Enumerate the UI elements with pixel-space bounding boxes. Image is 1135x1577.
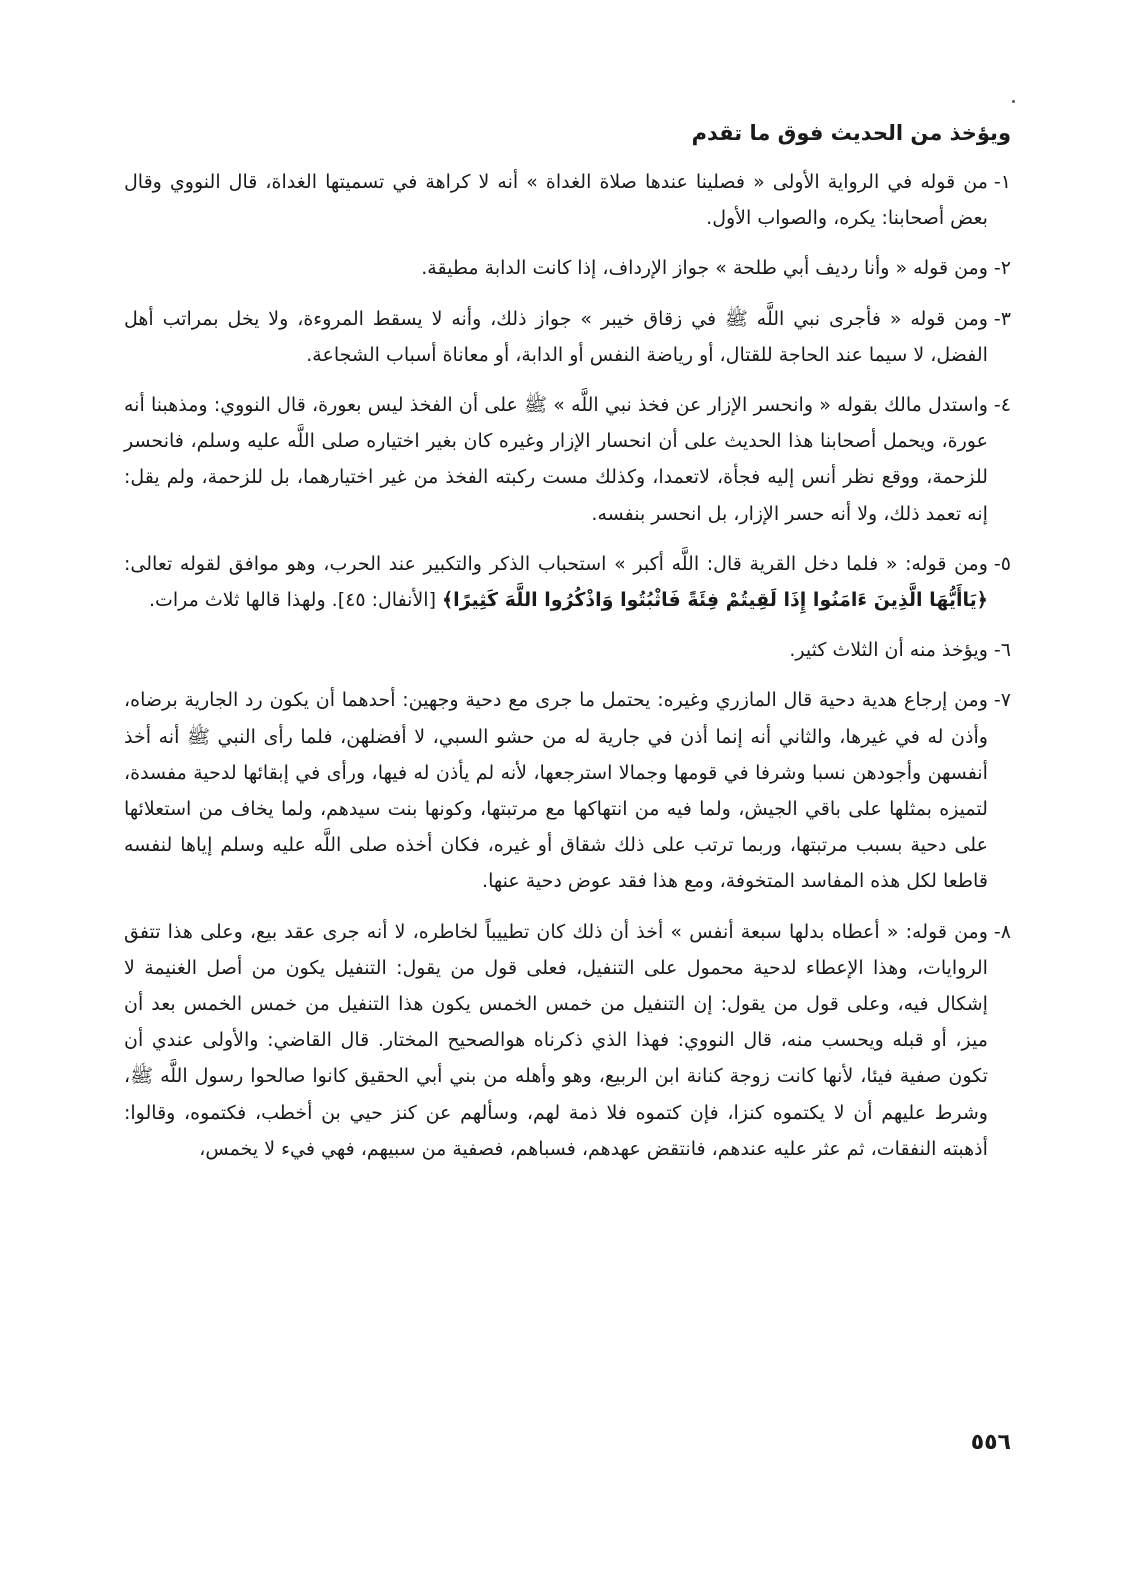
item-number: ٨- <box>993 920 1011 943</box>
item-number: ١- <box>993 171 1011 193</box>
item-number: ٤- <box>993 394 1011 417</box>
item-number: ٧- <box>993 689 1011 712</box>
item-text: ويؤخذ منه أن الثلاث كثير. <box>789 639 988 662</box>
scan-speck <box>1012 100 1015 103</box>
item-text: ومن قوله « وأنا رديف أبي طلحة » جواز الإرداف، إذا كانت الدابة مطيقة. <box>421 257 988 280</box>
item-text: ومن قوله: « أعطاه بدلها سبعة أنفس » أخذ أن ذلك كان تطييباً لخاطره، لا أنه جرى عقد بيع، وعلى هذا تتفق الروايات، وهذا الإعطاء لدحية محمول على التنفيل، فعلى قول من يقول: التنفيل يكون من أصل الغنيمة لا إشكال فيه، وعلى قول من يقول: إن التنفيل من خمس الخمس يكون هذا التنفيل من خمس الخمس بعد أن ميز، أو قبله ويحسب منه، قال النووي: فهذا الذي ذكرناه هوالصحيح المختار. قال القاضي: والأولى عندي أن تكون صفية فيئا، لأنها كانت زوجة كنانة ابن الربيع، وهو وأهله من بني أبي الحقيق كانوا صالحوا رسول اللَّه ﷺ، وشرط عليهم أن لا يكتموه كنزا، فإن كتموه فلا ذمة لهم، وسألهم عن كنز حيي بن أخطب، فكتموه، وقالوا: أذهبته النفقات، ثم عثر عليه عندهم، فانتقض عهدهم، فسباهم، فصفية من سبيهم، فهي فيء لا يخمس، <box>124 920 988 1160</box>
item-text-after: [الأنفال: ٤٥]. ولهذا قالها ثلاث مرات. <box>148 589 443 612</box>
section-heading: ويؤخذ من الحديث فوق ما تقدم <box>691 121 1011 145</box>
list-item <box>124 387 1011 532</box>
list-item <box>124 546 1011 618</box>
item-number: ٦- <box>993 639 1011 662</box>
item-text: ومن إرجاع هدية دحية قال المازري وغيره: يحتمل ما جرى مع دحية وجهين: أحدهما أن يكون رد الجارية برضاه، وأذن له في غيرها، والثاني أنه إنما أذن في جارية له من حشو السبي، لا أفضلهن، فلما رأى النبي ﷺ أنه أخذ أنفسهن وأجودهن نسبا وشرفا في قومها وجمالا استرجعها، لأنه لم يأذن له فيها، ورأى في إبقائها لدحية مفسدة، لتميزه بمثلها على باقي الجيش، ولما فيه من انتهاكها مع مرتبتها، وكونها بنت سيدهم، ولما يخاف من استعلائها على دحية بسبب مرتبتها، وربما ترتب على ذلك شقاق أو غيره، فكان أخذه صلى اللَّه عليه وسلم إياها لنفسه قاطعا لكل هذه المفاسد المتخوفة، ومع هذا فقد عوض دحية عنها. <box>124 689 988 893</box>
item-text <box>124 546 988 618</box>
list-item <box>124 682 1011 899</box>
list-item <box>124 632 1011 668</box>
item-text: من قوله في الرواية الأولى « فصلينا عندها صلاة الغداة » أنه لا كراهة في تسميتها الغداة، قال النووي وقال بعض أصحابنا: يكره، والصواب الأول. <box>124 171 988 230</box>
item-text: ومن قوله « فأجرى نبي اللَّه ﷺ في زقاق خيبر » جواز ذلك، وأنه لا يسقط المروءة، ولا يخل بمراتب أهل الفضل، لا سيما عند الحاجة للقتال، أو رياضة النفس أو الدابة، أو معاناة أسباب الشجاعة. <box>124 307 988 366</box>
list-item <box>124 250 1011 286</box>
list-item <box>124 164 1011 236</box>
item-text-before: ومن قوله: « فلما دخل القرية قال: اللَّه أكبر » استحباب الذكر والتكبير عند الحرب، وهو موافق لقوله تعالى: <box>124 552 988 575</box>
item-number: ٥- <box>993 552 1011 575</box>
item-number: ٢- <box>993 257 1011 280</box>
list-item <box>124 301 1011 373</box>
quran-verse: ﴿يَاأَيُّهَا الَّذِينَ ءَامَنُوا إِذَا لَقِيتُمْ فِئَةً فَاثْبُتُوا وَاذْكُرُوا اللَّهَ كَثِيرًا﴾ <box>442 589 988 612</box>
list-item <box>124 914 1011 1167</box>
item-text: واستدل مالك بقوله « وانحسر الإزار عن فخذ نبي اللَّه » ﷺ على أن الفخذ ليس بعورة، قال النووي: ومذهبنا أنه عورة، ويحمل أصحابنا هذا الحديث على أن انحسار الإزار وغيره كان بغير اختياره صلى اللَّه عليه وسلم، فانحسر للزحمة، ووقع نظر أنس إليه فجأة، لاتعمدا، وكذلك مست ركبته الفخذ من غير اختيارهما، بل للزحمة، ولم يقل: إنه تعمد ذلك، ولا أنه حسر الإزار، بل انحسر بنفسه. <box>124 394 988 525</box>
page-content <box>124 116 1011 1181</box>
item-number: ٣- <box>993 307 1011 330</box>
page-number: ٥٥٦ <box>970 1430 1011 1455</box>
